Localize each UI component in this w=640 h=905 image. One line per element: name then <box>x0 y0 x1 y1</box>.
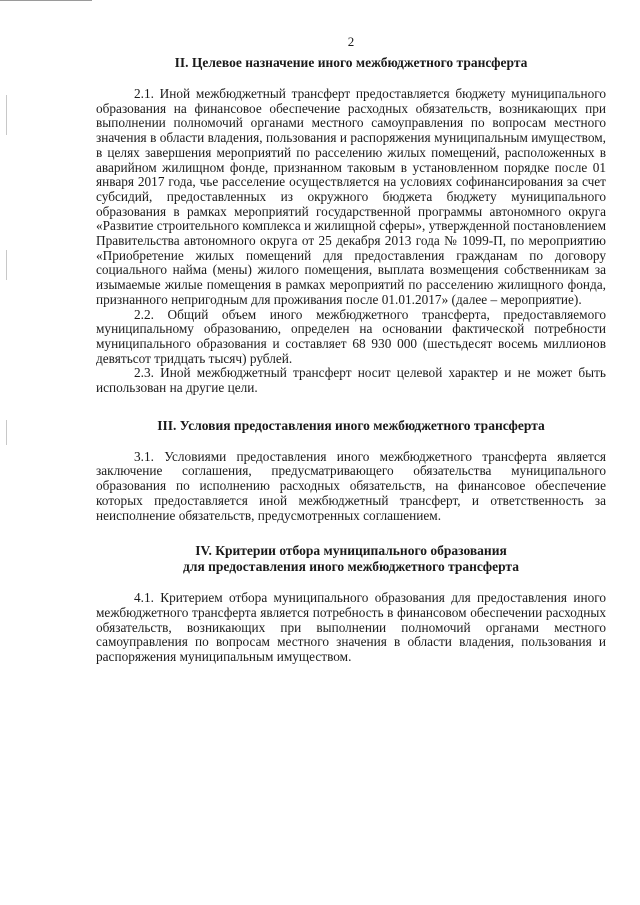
section-title-3: III. Условия предоставления иного межбюджетного трансферта <box>157 417 545 433</box>
page-number: 2 <box>347 34 355 49</box>
section-title-2: II. Целевое назначение иного межбюджетного трансферта <box>174 55 528 70</box>
paragraph-4-1: 4.1. Критерием отбора муниципального образования для предоставления иного межбюджетного трансферта является потребность в финансовом обеспечении расходных обязательств, возникающих при выполнении полномочий органами местного самоуправления по вопросам местного значения в области владения, пользования и распоряжения муниципальным имуществом. <box>96 590 606 665</box>
section-title-4-line-2: для предоставления иного межбюджетного трансферта <box>183 559 519 575</box>
paragraph-2-2: 2.2. Общий объем иного межбюджетного трансферта, предоставляемого муниципальному образованию, определен на основании фактической потребности муниципального образования и составляет 68 930 000 (шестьдесят восемь миллионов девятьсот тридцать тысяч) рублей. <box>96 306 606 366</box>
document-page <box>96 34 606 665</box>
scan-margin-mark <box>6 420 7 445</box>
scan-top-rule <box>0 0 92 1</box>
paragraph-2-1: 2.1. Иной межбюджетный трансферт предоставляется бюджету муниципального образования на финансовое обеспечение расходных обязательств, возникающих при выполнении полномочий органами местного самоуправления по вопросам местного значения в области владения, пользования и распоряжения муниципальным имуществом, в целях завершения мероприятий по расселению жилых помещений, расположенных в аварийном жилищном фонде, признанном таковым в установленном порядке после 01 января 2017 года, чье расселение осуществляется на условиях софинансирования за счет субсидий, предоставленных из окружного бюджета бюджету муниципального образования в рамках мероприятий государственной программы автономного округа «Развитие строительного комплекса и жилищной сферы», утвержденной постановлением Правительства автономного округа от 25 декабря 2013 года № 1099-П, по мероприятию «Приобретение жилых помещений для предоставления гражданам по договору социального найма (мены) жилого помещения, выплата возмещения собственникам за изымаемые жилые помещения в рамках мероприятий по расселению жилищного фонда, признанного непригодным для проживания после 01.01.2017» (далее – мероприятие). <box>96 86 606 307</box>
paragraph-2-3: 2.3. Иной межбюджетный трансферт носит целевой характер и не может быть использован на другие цели. <box>96 365 606 396</box>
scan-margin-mark <box>6 95 7 135</box>
paragraph-3-1: 3.1. Условиями предоставления иного межбюджетного трансферта является заключение соглашения, предусматривающего обязательства муниципального образования по исполнению расходных обязательств, на финансовое обеспечение которых предоставляется иной межбюджетный трансферт, и ответственность за неисполнение обязательств, предусмотренных соглашением. <box>96 448 606 523</box>
section-title-4-line-1: IV. Критерии отбора муниципального образования <box>195 543 507 559</box>
scan-margin-mark <box>6 250 7 280</box>
